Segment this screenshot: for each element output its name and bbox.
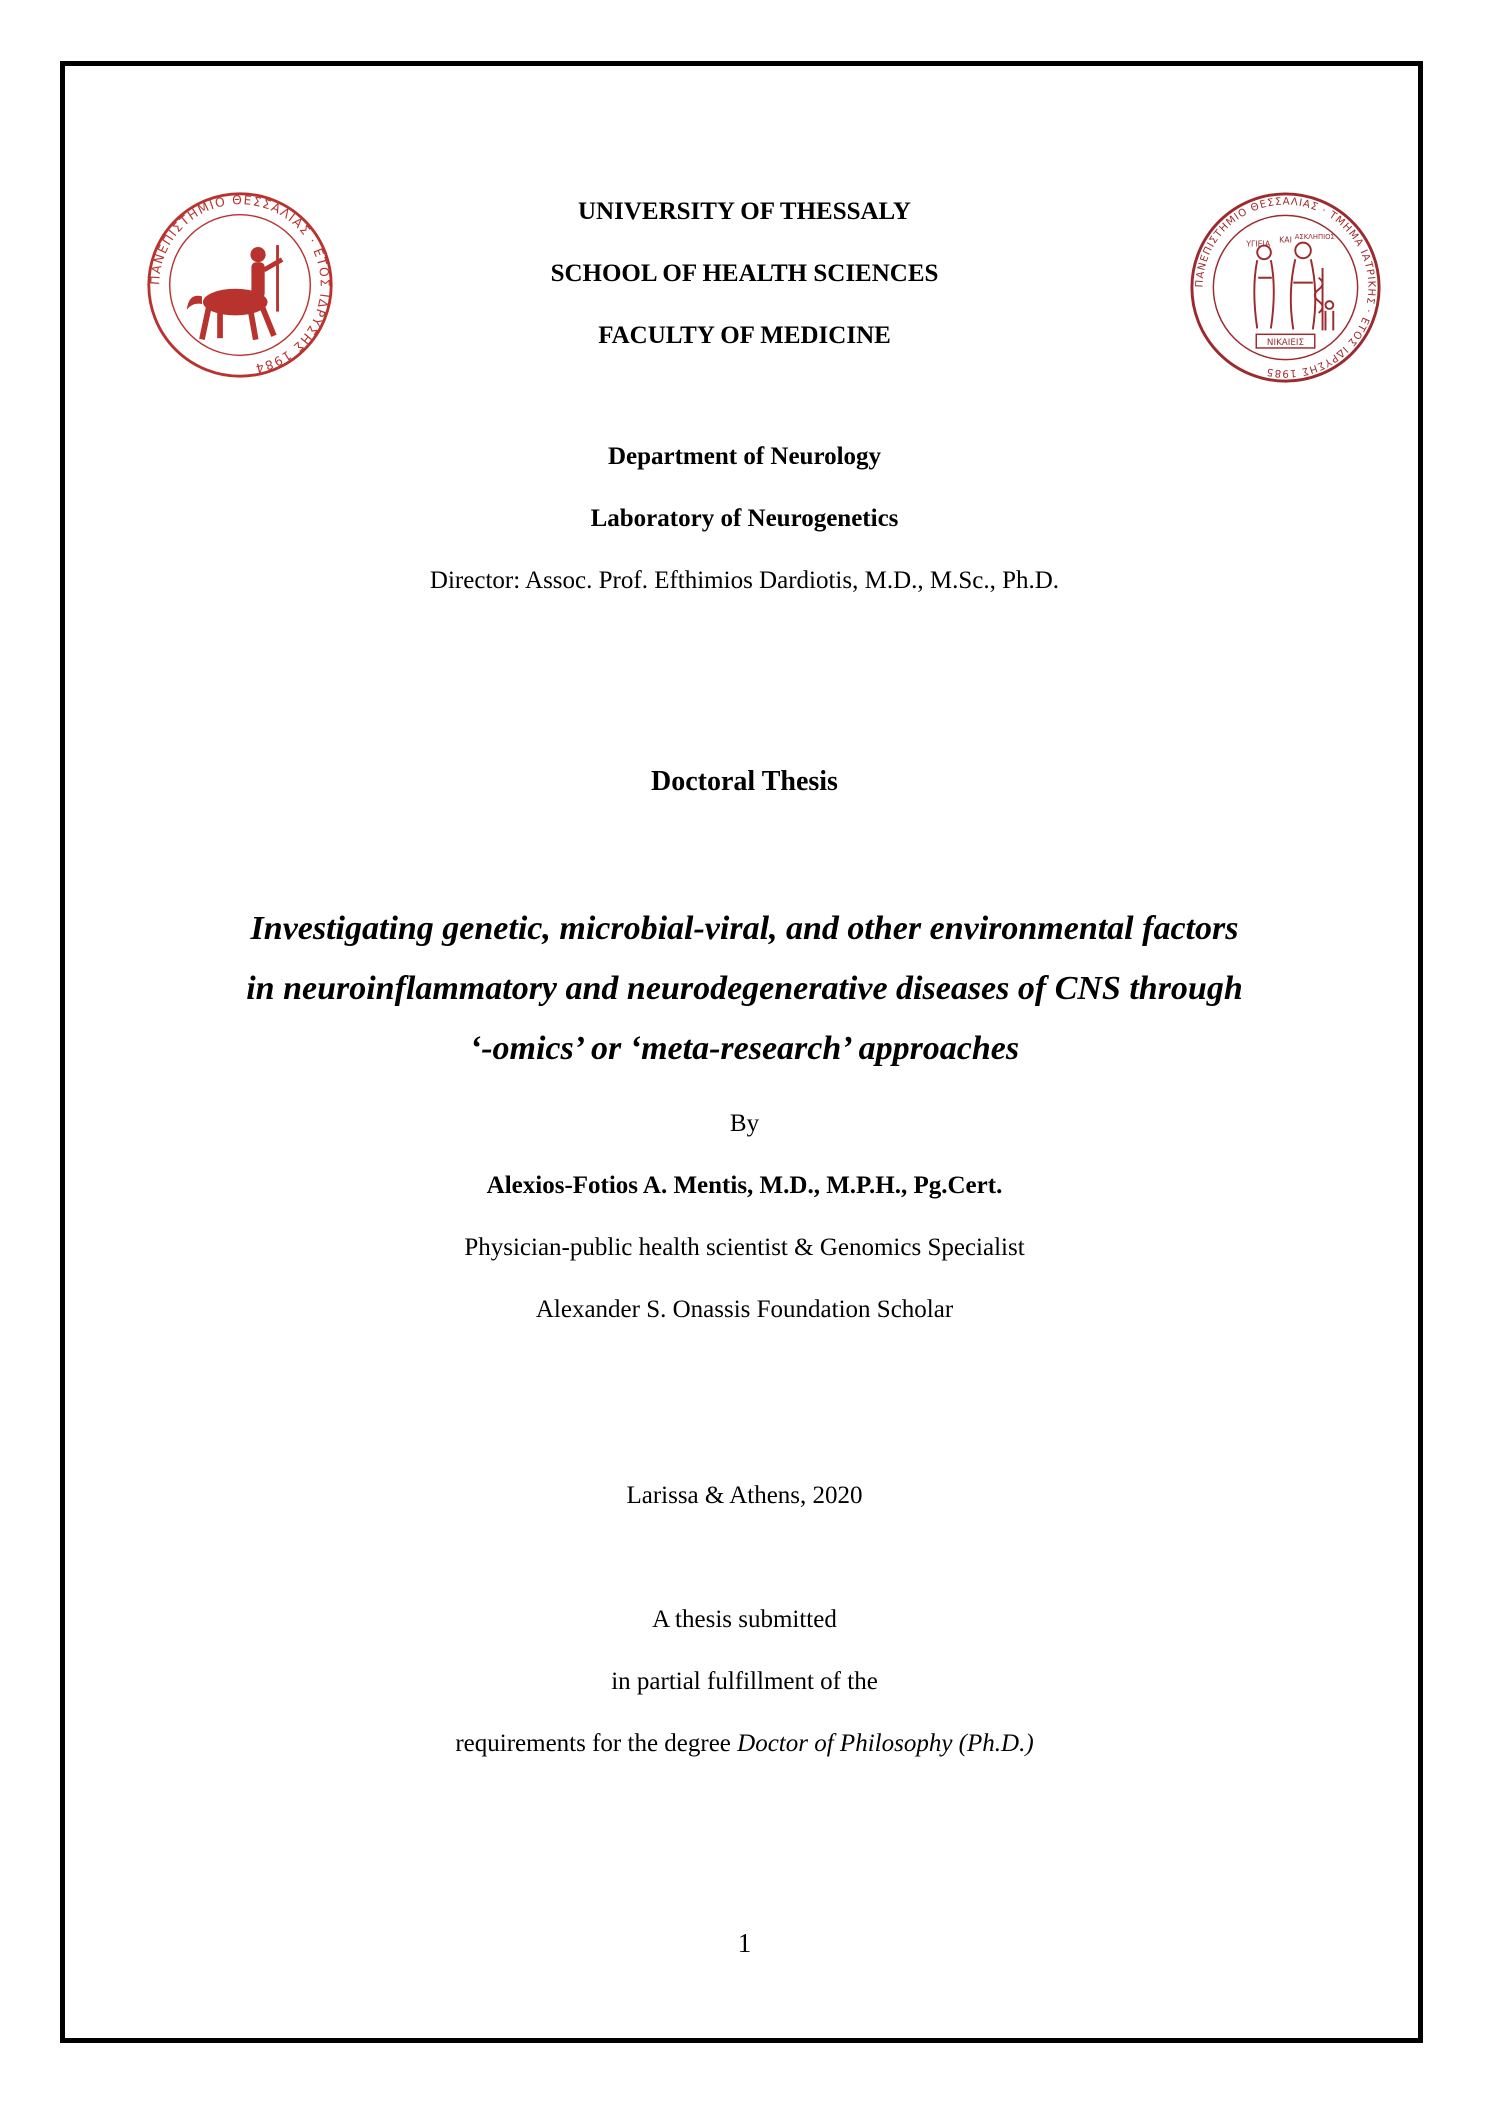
submission-line-3 — [0, 1730, 1489, 1758]
submission-line-3-prefix: requirements for the degree — [455, 1730, 738, 1757]
thesis-type: Doctoral Thesis — [651, 766, 838, 797]
degree-name: Doctor of Philosophy (Ph.D.) — [737, 1730, 1034, 1757]
right-seal-inner-2: ΚΑΙ — [1279, 235, 1292, 245]
thesis-title-line-1: Investigating genetic, microbial-viral, and other environmental factors — [250, 910, 1239, 947]
submission-line-2: in partial fulfillment of the — [611, 1668, 878, 1695]
right-seal-inner-1: ΥΓΙΕΙΑ — [1246, 239, 1271, 249]
school-name: SCHOOL OF HEALTH SCIENCES — [550, 260, 939, 287]
thesis-title-line-2: in neuroinflammatory and neurodegenerative diseases of CNS through — [246, 970, 1243, 1007]
university-name: UNIVERSITY OF THESSALY — [578, 198, 911, 225]
submission-line-1: A thesis submitted — [652, 1606, 837, 1633]
author-scholarship: Alexander S. Onassis Foundation Scholar — [535, 1296, 954, 1323]
place-date: Larissa & Athens, 2020 — [626, 1482, 863, 1509]
right-seal-text: ΠΑΝΕΠΙΣΤΗΜΙΟ ΘΕΣΣΑΛΙΑΣ · ΤΜΗΜΑ ΙΑΤΡΙΚΗΣ · ΕΤΟΣ ΙΔΡΥΣΗΣ 1985 — [1194, 196, 1377, 379]
right-seal-inner-3: ΑΣΚΛΗΠΙΟΣ — [1294, 232, 1335, 241]
faculty-name: FACULTY OF MEDICINE — [598, 322, 891, 349]
right-seal-inner-4: ΝΙΚΑΙΕΙΣ — [1266, 338, 1305, 349]
thesis-title-line-3: ‘-omics’ or ‘meta-research’ approaches — [469, 1030, 1020, 1067]
author-name: Alexios-Fotios A. Mentis, M.D., M.P.H., Pg.Cert. — [486, 1172, 1003, 1199]
author-role: Physician-public health scientist & Genomics Specialist — [464, 1234, 1025, 1261]
left-seal-text: ΠΑΝΕΠΙΣΤΗΜΙΟ ΘΕΣΣΑΛΙΑΣ · ΕΤΟΣ ΙΔΡΥΣΗΣ 1984 — [148, 193, 332, 376]
laboratory-name: Laboratory of Neurogenetics — [590, 505, 899, 532]
director-line: Director: Assoc. Prof. Efthimios Dardiotis, M.D., M.Sc., Ph.D. — [429, 567, 1060, 594]
page-number: 1 — [737, 1928, 752, 1958]
by-label: By — [729, 1110, 760, 1137]
department-name: Department of Neurology — [607, 443, 882, 470]
